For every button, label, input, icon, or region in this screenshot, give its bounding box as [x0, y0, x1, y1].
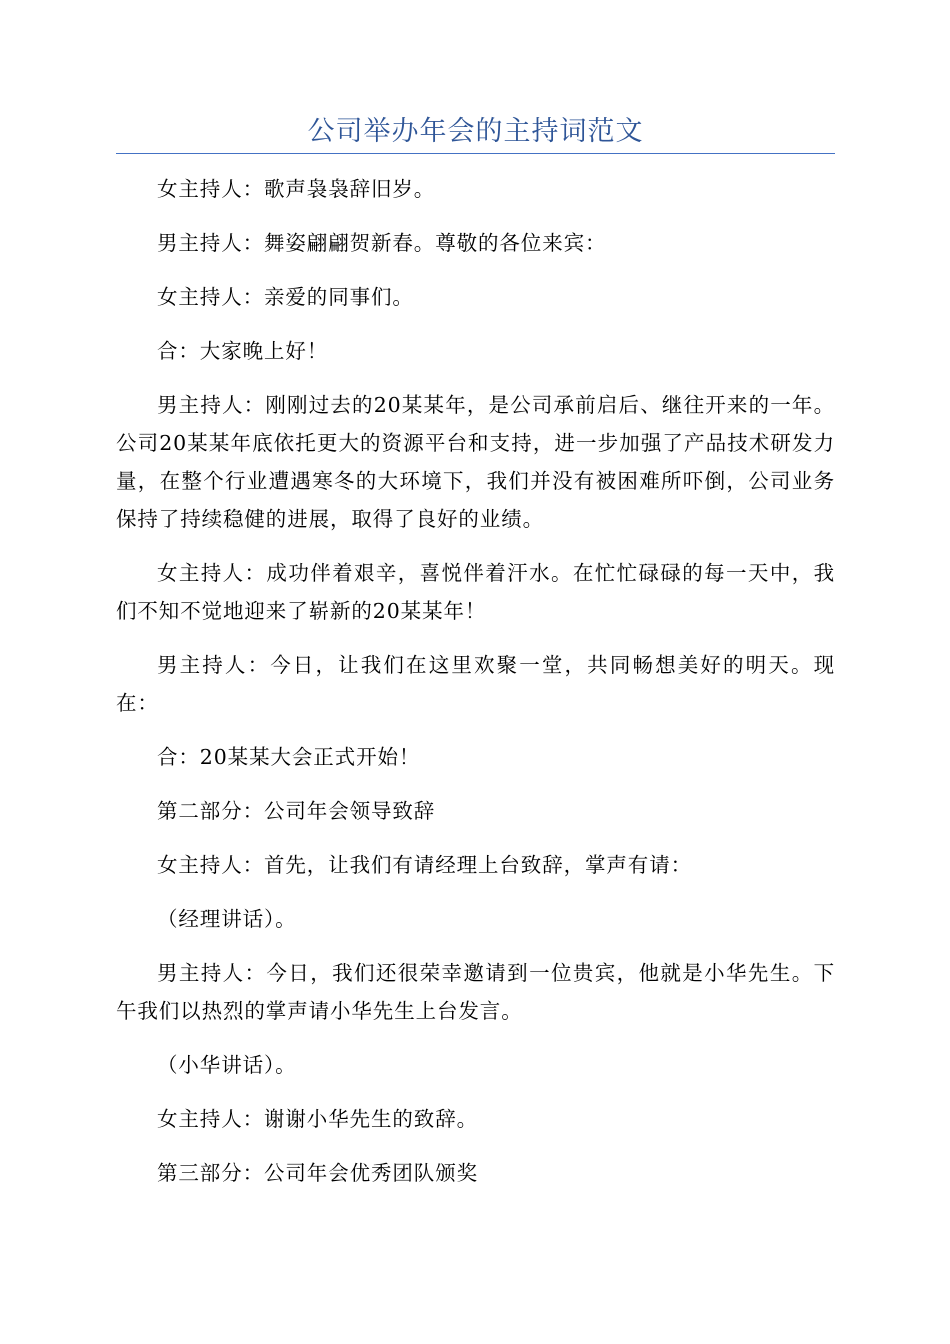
- paragraph: 女主持人：亲爱的同事们。: [157, 285, 414, 309]
- paragraph: 女主持人：谢谢小华先生的致辞。: [157, 1107, 478, 1131]
- paragraph: 男主持人：今日，让我们在这里欢聚一堂，共同畅想美好的明天。现在：: [116, 653, 835, 715]
- paragraph: 合：大家晚上好！: [157, 339, 329, 363]
- paragraph: 男主持人：今日，我们还很荣幸邀请到一位贵宾，他就是小华先生。下午我们以热烈的掌声请小华先生上台发言。: [116, 961, 835, 1023]
- section-heading: 第二部分：公司年会领导致辞: [157, 799, 436, 823]
- paragraph: 女主持人：成功伴着艰辛，喜悦伴着汗水。在忙忙碌碌的每一天中，我们不知不觉地迎来了崭新的20某某年！: [116, 561, 835, 623]
- paragraph: 男主持人：刚刚过去的20某某年，是公司承前启后、继往开来的一年。公司20某某年底依托更大的资源平台和支持，进一步加强了产品技术研发力量，在整个行业遭遇寒冬的大环境下，我们并没有被困难所吓倒，公司业务保持了持续稳健的进展，取得了良好的业绩。: [116, 393, 835, 531]
- title-underline: [116, 153, 835, 154]
- document-title: 公司举办年会的主持词范文: [307, 116, 644, 147]
- paragraph: 女主持人：歌声袅袅辞旧岁。: [157, 177, 436, 201]
- section-heading: 第三部分：公司年会优秀团队颁奖: [157, 1161, 478, 1185]
- paragraph: 合：20某某大会正式开始！: [157, 745, 421, 769]
- document-body: [116, 170, 835, 1208]
- paragraph: 女主持人：首先，让我们有请经理上台致辞，掌声有请：: [157, 853, 692, 877]
- stage-direction: （经理讲话）。: [157, 907, 297, 931]
- paragraph: 男主持人：舞姿翩翩贺新春。尊敬的各位来宾：: [157, 231, 607, 255]
- title-block: [116, 112, 835, 156]
- stage-direction: （小华讲话）。: [157, 1053, 297, 1077]
